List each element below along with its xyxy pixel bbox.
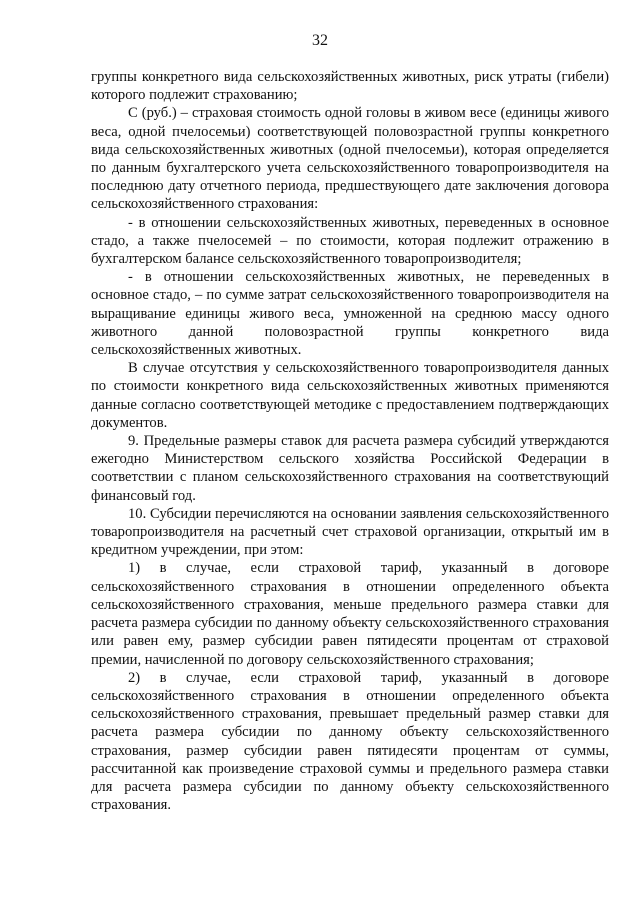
paragraph: 2) в случае, если страховой тариф, указанный в договоре сельскохозяйственного страхования в отношении определенного объекта сельскохозяйственного страхования, превышает предельный размер ставки для расчета размера субсидии по данному объекту сельскохозяйственного страхования, размер субсидии равен пятидесяти процентам от суммы, рассчитанной как произведение страховой суммы и предельного размера ставки для расчета размера субсидии по данному объекту сельскохозяйственного страхования.	[91, 669, 609, 814]
paragraph: - в отношении сельскохозяйственных животных, переведенных в основное стадо, а также пчелосемей – по стоимости, которая подлежит отражению в бухгалтерском балансе сельскохозяйственного товаропроизводителя;	[91, 214, 609, 268]
paragraph: В случае отсутствия у сельскохозяйственного товаропроизводителя данных по стоимости конкретного вида сельскохозяйственных животных применяются данные согласно соответствующей методике с предоставлением подтверждающих документов.	[91, 360, 609, 431]
paragraph: 9. Предельные размеры ставок для расчета размера субсидий утверждаются ежегодно Министерством сельского хозяйства Российской Федерации в соответствии с планом сельскохозяйственного страхования на соответствующий финансовый год.	[91, 433, 609, 504]
page-number: 32	[312, 32, 328, 49]
paragraph: - в отношении сельскохозяйственных животных, не переведенных в основное стадо, – по сумме затрат сельскохозяйственного товаропроизводителя на выращивание единицы живого веса, умноженной на среднюю массу одного животного данной половозрастной группы конкретного вида сельскохозяйственных животных.	[91, 269, 609, 359]
document-body	[91, 68, 609, 814]
paragraph: 10. Субсидии перечисляются на основании заявления сельскохозяйственного товаропроизводителя на расчетный счет страховой организации, открытый им в кредитном учреждении, при этом:	[91, 505, 609, 559]
paragraph: С (руб.) – страховая стоимость одной головы в живом весе (единицы живого веса, одной пчелосемьи) соответствующей половозрастной группы конкретного вида сельскохозяйственных животных (одной пчелосемьи), которая определяется по данным бухгалтерского учета сельскохозяйственного товаропроизводителя на последнюю дату отчетного периода, предшествующего дате заключения договора сельскохозяйственного страхования:	[91, 105, 609, 213]
paragraph: группы конкретного вида сельскохозяйственных животных, риск утраты (гибели) которого подлежит страхованию;	[91, 69, 609, 104]
paragraph: 1) в случае, если страховой тариф, указанный в договоре сельскохозяйственного страхования в отношении определенного объекта сельскохозяйственного страхования, меньше предельного размера ставки для расчета размера субсидии по данному объекту сельскохозяйственного страхования или равен ему, размер субсидии равен пятидесяти процентам от страховой премии, начисленной по договору сельскохозяйственного страхования;	[91, 560, 609, 668]
